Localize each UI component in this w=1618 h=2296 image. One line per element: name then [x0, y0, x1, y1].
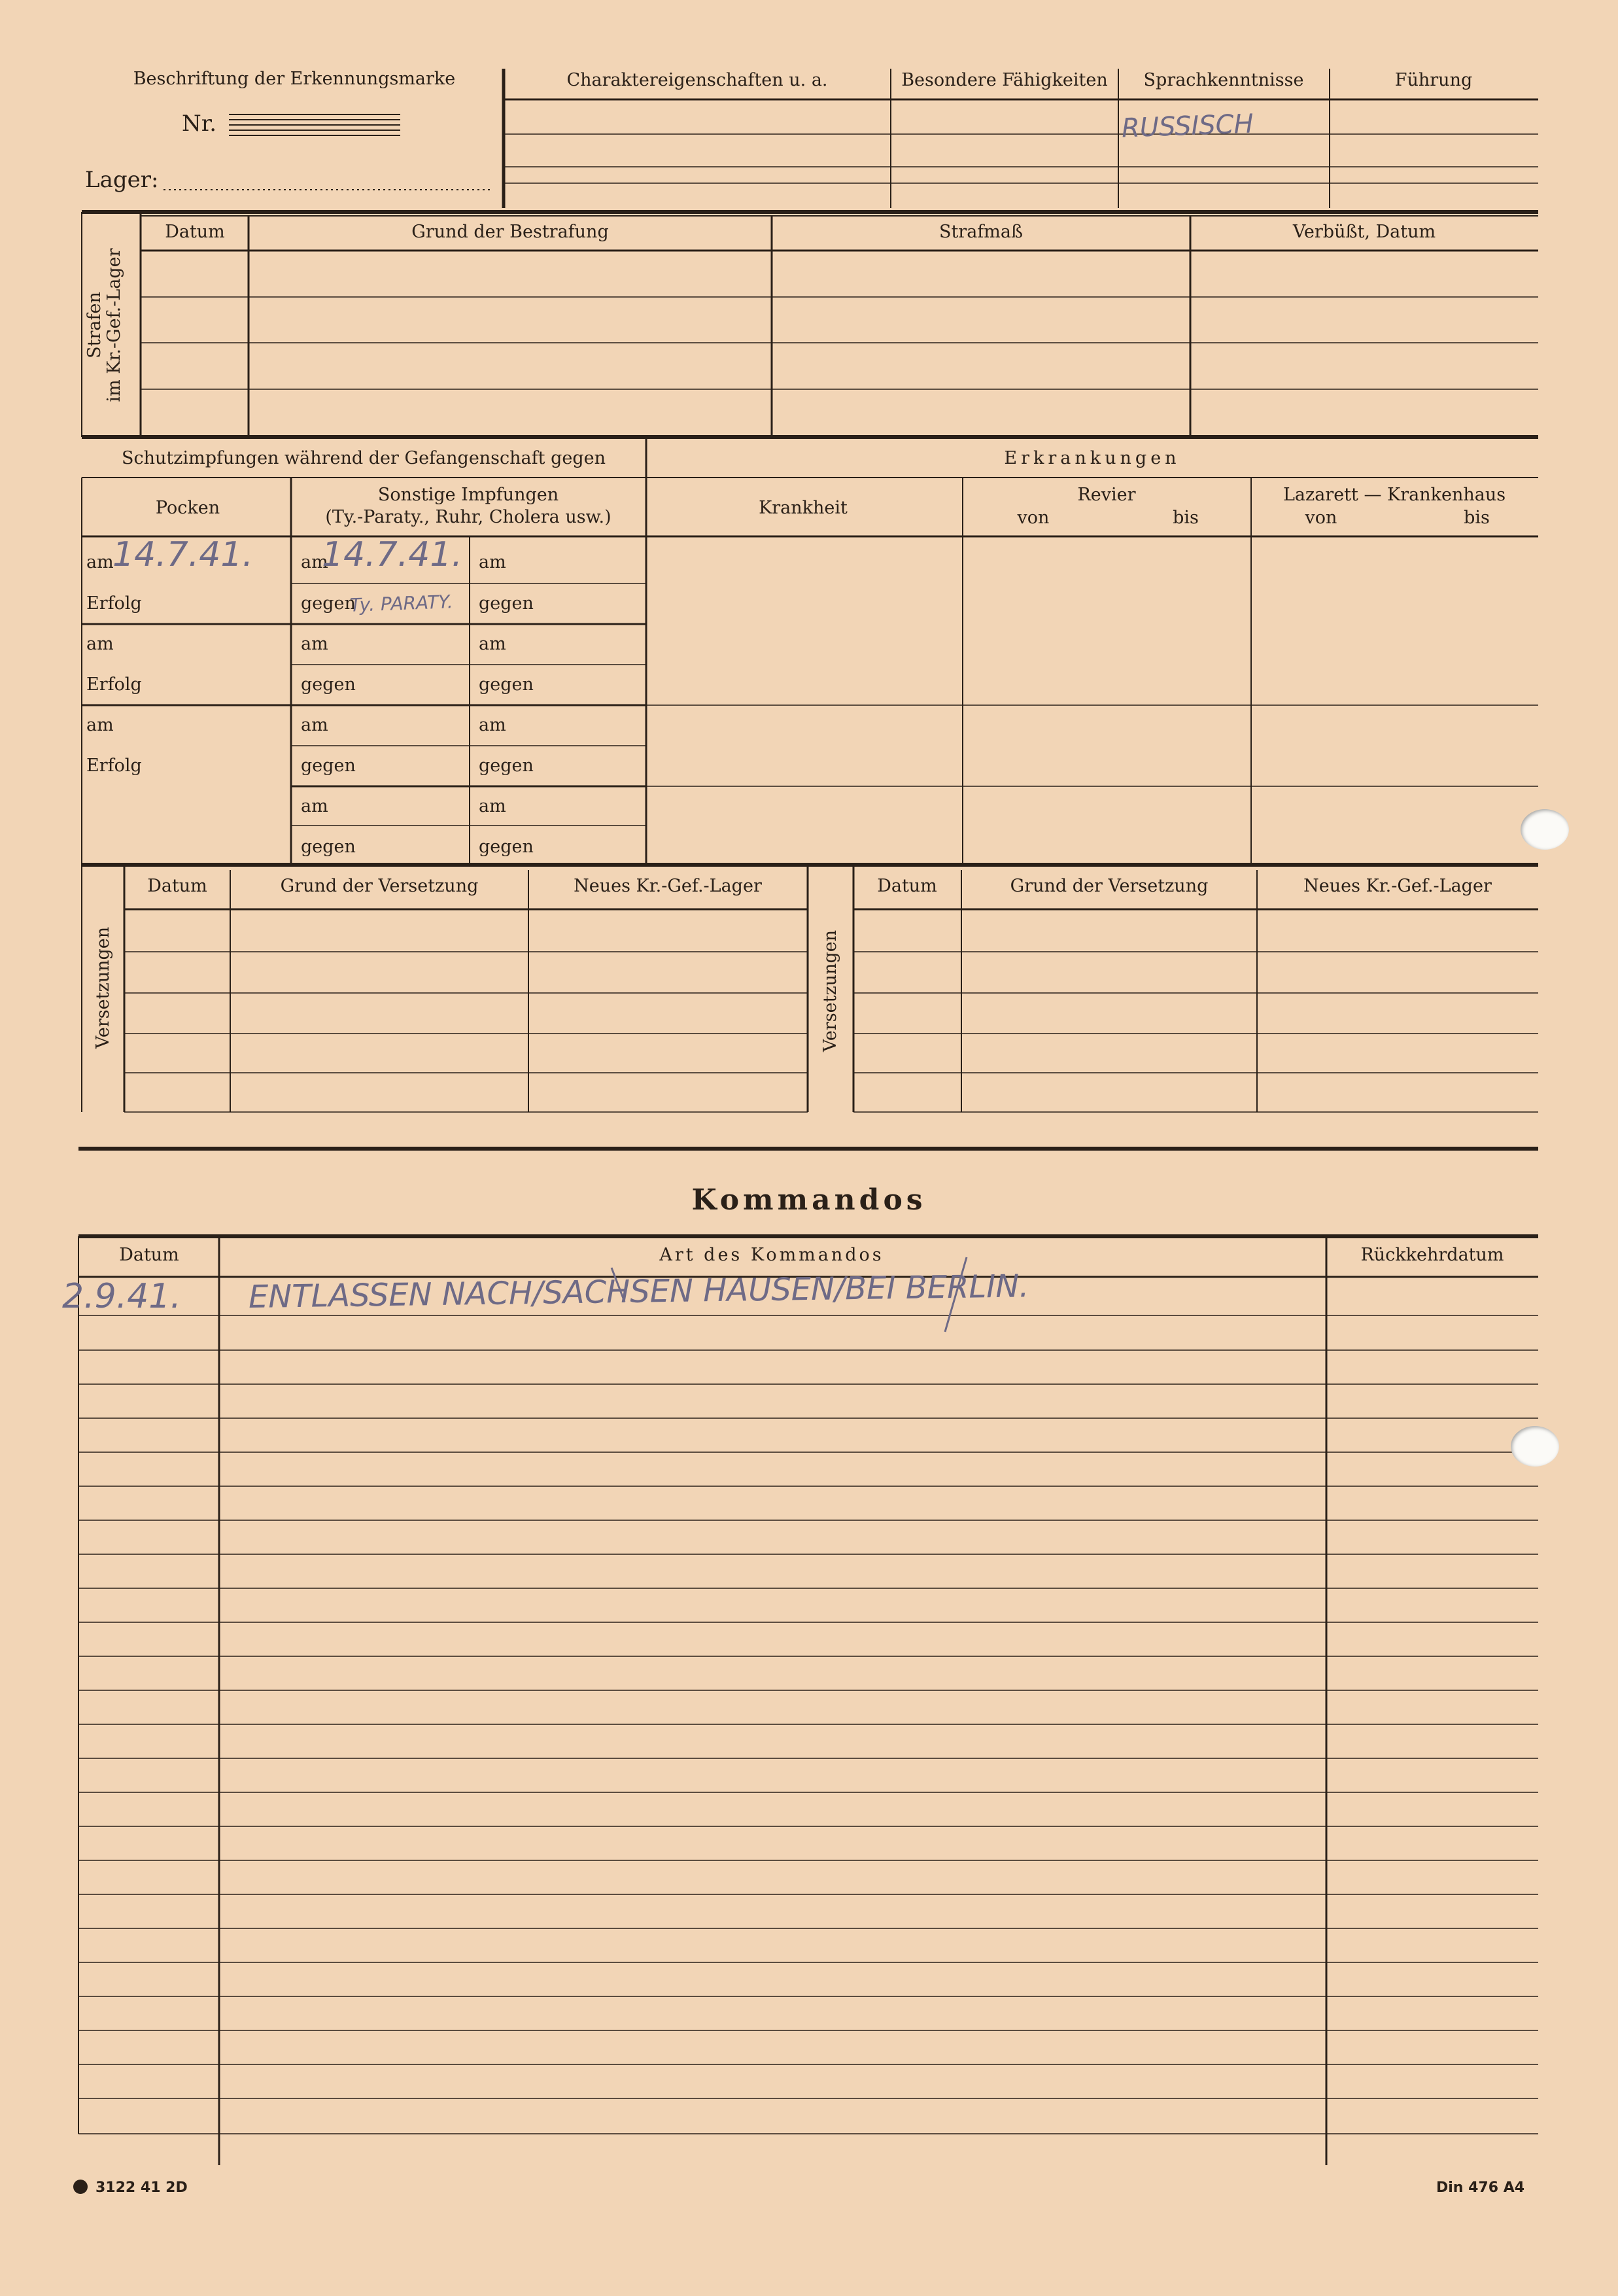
pocken-am-2: am	[86, 634, 114, 654]
kommando-entry-date: 2.9.41.	[62, 1277, 181, 1316]
sonstige-gegen-2b: gegen	[479, 674, 534, 695]
lager-label: Lager:	[85, 167, 159, 193]
krankheit-header: Krankheit	[759, 498, 848, 518]
pocken-header: Pocken	[155, 498, 220, 518]
sonstige-am-2b: am	[479, 634, 506, 654]
versetzung-header-grund-right: Grund der Versetzung	[1010, 876, 1209, 896]
sonstige-header: Sonstige Impfungen	[377, 485, 559, 505]
kommando-entry-text: ENTLASSEN NACH/SACHSEN HAUSEN/BEI BERLIN.	[248, 1268, 1029, 1315]
strafen-header-datum: Datum	[165, 222, 225, 242]
lazarett-header: Lazarett — Krankenhaus	[1282, 485, 1506, 505]
sonstige-gegen-1a: gegen	[301, 593, 356, 614]
strafen-side-label-line2: im Kr.-Gef.-Lager	[104, 248, 124, 402]
pocken-erfolg-2: Erfolg	[86, 674, 142, 695]
sonstige-gegen-1b: gegen	[479, 593, 534, 614]
punch-hole-lower	[1511, 1426, 1559, 1467]
revier-header: Revier	[1077, 485, 1136, 505]
sonstige-gegen-3a: gegen	[301, 756, 356, 776]
kommandos-header-art: Art des Kommandos	[659, 1245, 884, 1265]
pocken-erfolg-1: Erfolg	[86, 593, 142, 614]
revier-bis: bis	[1173, 508, 1199, 528]
printer-mark-icon	[73, 2180, 88, 2194]
versetzung-header-lager-left: Neues Kr.-Gef.-Lager	[574, 876, 762, 896]
sprachkenntnisse-header: Sprachkenntnisse	[1143, 70, 1304, 90]
faehigkeiten-header: Besondere Fähigkeiten	[901, 70, 1108, 90]
versetzung-header-datum-left: Datum	[147, 876, 207, 896]
impfungen-header: Schutzimpfungen während der Gefangenschaft gegen	[122, 448, 606, 468]
strafen-side-label-line1: Strafen	[84, 292, 105, 358]
sonstige-am-4a: am	[301, 796, 328, 816]
strafen-header-strafmass: Strafmaß	[938, 222, 1024, 242]
sonstige-subheader: (Ty.-Paraty., Ruhr, Cholera usw.)	[325, 507, 611, 527]
nr-label: Nr.	[182, 111, 217, 137]
kommandos-header-rueckkehr: Rückkehrdatum	[1360, 1245, 1504, 1265]
sonstige-date-value: 14.7.41.	[322, 535, 463, 574]
erkrankungen-header: Erkrankungen	[1004, 448, 1180, 468]
kommandos-header-datum: Datum	[119, 1245, 179, 1265]
punch-hole-upper	[1521, 809, 1569, 850]
din-format: Din 476 A4	[1436, 2180, 1525, 2196]
versetzung-header-grund-left: Grund der Versetzung	[280, 876, 479, 896]
pocken-am-1: am	[86, 552, 114, 572]
print-code: 3122 41 2D	[95, 2180, 188, 2196]
lazarett-von: von	[1305, 508, 1337, 528]
strafen-header-verbuesst: Verbüßt, Datum	[1292, 222, 1436, 242]
sonstige-am-4b: am	[479, 796, 506, 816]
versetzungen-side-label-left: Versetzungen	[93, 926, 113, 1049]
sonstige-am-3b: am	[479, 715, 506, 735]
revier-von: von	[1017, 508, 1050, 528]
lazarett-bis: bis	[1464, 508, 1490, 528]
sonstige-gegen-value: Ty. PARATY.	[349, 591, 454, 616]
sonstige-am-2a: am	[301, 634, 328, 654]
strafen-side-label	[85, 217, 124, 433]
versetzung-header-datum-right: Datum	[877, 876, 937, 896]
fuehrung-header: Führung	[1394, 70, 1473, 90]
sonstige-gegen-4a: gegen	[301, 837, 356, 857]
kommandos-title: Kommandos	[691, 1183, 927, 1217]
pocken-date-value: 14.7.41.	[112, 535, 254, 574]
pocken-am-3: am	[86, 715, 114, 735]
charakter-header: Charaktereigenschaften u. a.	[566, 70, 828, 90]
erkennungsmarke-label: Beschriftung der Erkennungsmarke	[133, 69, 456, 89]
sonstige-am-1a: am	[301, 552, 328, 572]
versetzung-header-lager-right: Neues Kr.-Gef.-Lager	[1303, 876, 1492, 896]
sonstige-am-3a: am	[301, 715, 328, 735]
sonstige-am-1b: am	[479, 552, 506, 572]
sonstige-gegen-4b: gegen	[479, 837, 534, 857]
versetzungen-side-label-right: Versetzungen	[820, 930, 840, 1052]
sprachkenntnisse-value: RUSSISCH	[1121, 109, 1254, 144]
pocken-erfolg-3: Erfolg	[86, 756, 142, 776]
sonstige-gegen-2a: gegen	[301, 674, 356, 695]
strafen-header-grund: Grund der Bestrafung	[411, 222, 609, 242]
sonstige-gegen-3b: gegen	[479, 756, 534, 776]
